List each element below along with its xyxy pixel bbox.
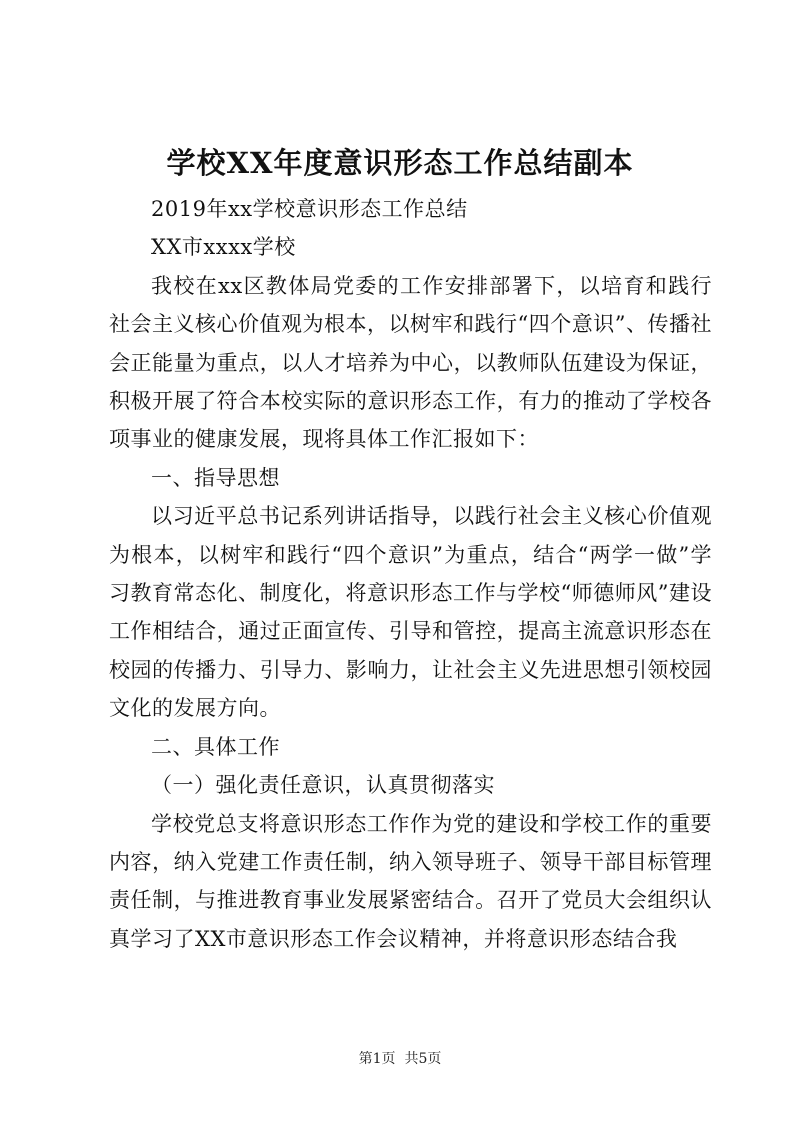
intro-paragraph: 我校在xx区教体局党委的工作安排部署下，以培育和践行社会主义核心价值观为根本，以树牢和践行“四个意识”、传播社会正能量为重点，以人才培养为中心，以教师队伍建设为保证，积极开展了符合本校实际的意识形态工作，有力的推动了学校各项事业的健康发展，现将具体工作汇报如下： — [109, 273, 712, 452]
responsibility-paragraph: 学校党总支将意识形态工作作为党的建设和学校工作的重要内容，纳入党建工作责任制，纳入领导班子、领导干部目标管理责任制，与推进教育事业发展紧密结合。召开了党员大会组织认真学习了XX市意识形态工作会议精神，并将意识形态结合我 — [109, 811, 712, 951]
section-heading-guiding-thought: 一、指导思想 — [151, 465, 280, 490]
page-footer — [0, 1049, 800, 1069]
document-title: 学校XX年度意识形态工作总结副本 — [166, 146, 634, 180]
page-total: 共5页 — [404, 1051, 442, 1067]
subtitle-paragraph: 2019年xx学校意识形态工作总结 — [151, 197, 468, 221]
subsection-heading-responsibility: （一）强化责任意识，认真贯彻落实 — [151, 773, 495, 798]
section-heading-specific-work: 二、具体工作 — [151, 734, 280, 759]
guiding-thought-paragraph: 以习近平总书记系列讲话指导，以践行社会主义核心价值观为根本，以树牢和践行“四个意识”为重点，结合“两学一做”学习教育常态化、制度化，将意识形态工作与学校“师德师风”建设工作相结合，通过正面宣传、引导和管控，提高主流意识形态在校园的传播力、引导力、影响力，让社会主义先进思想引领校园文化的发展方向。 — [109, 504, 712, 721]
page-number: 第1页 — [358, 1051, 396, 1067]
school-name-paragraph: XX市xxxx学校 — [151, 235, 296, 260]
document-body — [109, 190, 712, 958]
